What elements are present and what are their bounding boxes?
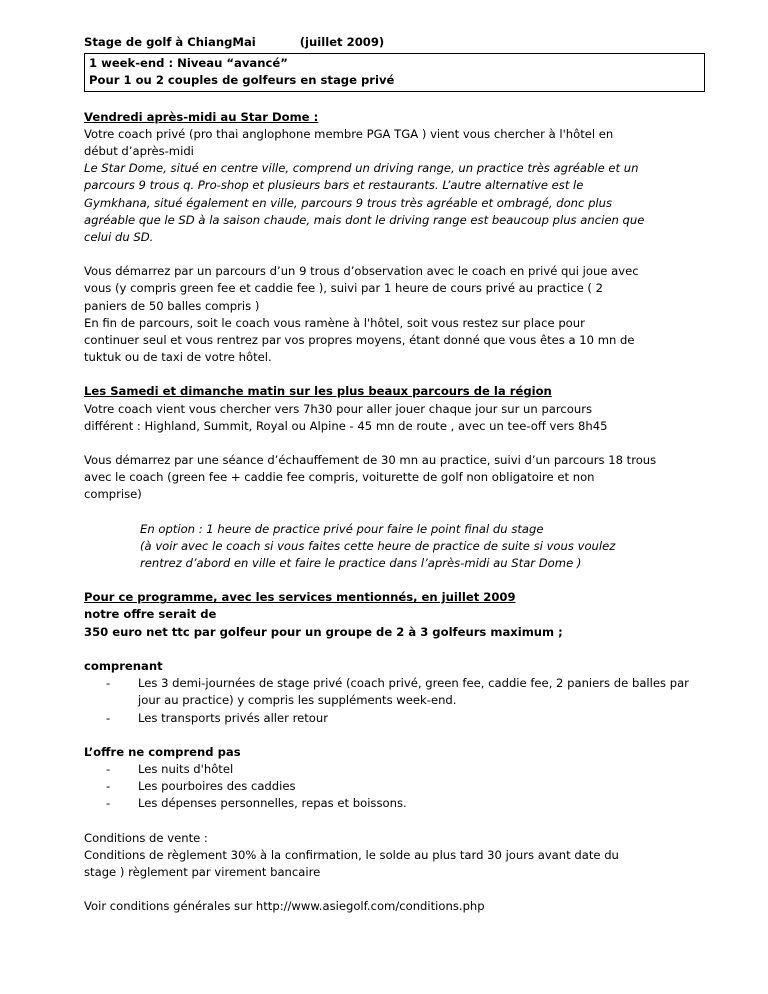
conditions-section (84, 830, 704, 916)
header-box (84, 53, 705, 91)
friday-italic-4: agréable que le SD à la saison chaude, mais dont le driving range est beaucoup plus ancien que (84, 212, 645, 227)
option-line-3: rentrez d’abord en ville et faire le practice dans l’après-midi au Star Dome ) (140, 556, 582, 571)
weekend-heading: Les Samedi et dimanche matin sur les plus beaux parcours de la région (84, 384, 552, 399)
header-box-line-1: 1 week-end : Niveau “avancé” (89, 56, 288, 71)
friday-italic-5: celui du SD. (84, 230, 154, 245)
list-item: - Les nuits d'hôtel (84, 761, 704, 778)
weekend-para-1: Vous démarrez par une séance d’échauffement de 30 mn au practice, suivi d’un parcours 18 trous (84, 453, 657, 468)
list-item: - Les transports privés aller retour (84, 710, 704, 727)
friday-section (84, 109, 704, 367)
conditions-link-line (84, 898, 704, 915)
page-title: Stage de golf à ChiangMai (84, 35, 256, 49)
header-date: (juillet 2009) (299, 35, 385, 49)
friday-line-1: Votre coach privé (pro thai anglophone membre PGA TGA ) vient vous chercher à l'hôtel en (84, 126, 614, 141)
friday-para-4: En fin de parcours, soit le coach vous ramène à l'hôtel, soit vous restez sur place pour (84, 315, 585, 330)
option-line-2: (à voir avec le coach si vous faites cette heure de practice de suite si vous voulez (140, 538, 616, 553)
list-item: - Les pourboires des caddies (84, 778, 704, 795)
includes-title: comprenant (84, 658, 163, 673)
conditions-line-2: stage ) règlement par virement bancaire (84, 864, 321, 879)
weekend-para-3: comprise) (84, 487, 142, 502)
weekend-line-1: Votre coach vient vous chercher vers 7h30 pour aller jouer chaque jour sur un parcours (84, 401, 593, 416)
friday-para-1: Vous démarrez par un parcours d’un 9 trous d’observation avec le coach en privé qui joue avec (84, 264, 639, 279)
excludes-list (84, 761, 704, 813)
weekend-para-2: avec le coach (green fee + caddie fee compris, voiturette de golf non obligatoire et non (84, 470, 595, 485)
weekend-section (84, 383, 704, 572)
friday-para-5: continuer seul et vous rentrez par vos propres moyens, étant donné que vous êtes a 10 mn de (84, 333, 635, 348)
friday-italic-2: parcours 9 trous q. Pro-shop et plusieurs bars et restaurants. L’autre alternative est le (84, 178, 584, 193)
list-item: - Les 3 demi-journées de stage privé (coach privé, green fee, caddie fee, 2 paniers de balles par jour au practice) y compris les suppléments week-end. (84, 675, 704, 709)
friday-para-3: paniers de 50 balles compris ) (84, 298, 260, 313)
friday-heading: Vendredi après-midi au Star Dome : (84, 109, 319, 124)
conditions-title: Conditions de vente : (84, 830, 208, 845)
excludes-title: L’offre ne comprend pas (84, 744, 241, 759)
option-line-1: En option : 1 heure de practice privé pour faire le point final du stage (140, 521, 544, 536)
option-block (84, 521, 704, 573)
header-title-line (84, 34, 704, 51)
conditions-link[interactable]: http://www.asiegolf.com/conditions.php (255, 899, 485, 914)
header-box-line-2: Pour 1 ou 2 couples de golfeurs en stage privé (89, 73, 395, 88)
friday-para-6: tuktuk ou de taxi de votre hôtel. (84, 350, 272, 365)
includes-list (84, 675, 704, 727)
offer-section (84, 589, 704, 812)
offer-heading: Pour ce programme, avec les services mentionnés, en juillet 2009 (84, 590, 516, 605)
friday-italic-3: Gymkhana, situé également en ville, parcours 9 trous très agréable et ombragé, donc plus (84, 195, 613, 210)
weekend-line-2: différent : Highland, Summit, Royal ou Alpine - 45 mn de route , avec un tee-off vers 8h45 (84, 418, 608, 433)
conditions-link-prefix: Voir conditions générales sur (84, 899, 256, 914)
friday-para-2: vous (y compris green fee et caddie fee ), suivi par 1 heure de cours privé au practice ( 2 (84, 281, 603, 296)
offer-line-1: notre offre serait de (84, 607, 217, 622)
conditions-line-1: Conditions de règlement 30% à la confirmation, le solde au plus tard 30 jours avant date du (84, 847, 619, 862)
list-item: - Les dépenses personnelles, repas et boissons. (84, 795, 704, 812)
offer-price-line: 350 euro net ttc par golfeur pour un groupe de 2 à 3 golfeurs maximum ; (84, 624, 563, 639)
document-page (84, 34, 704, 915)
friday-line-2: début d’après-midi (84, 144, 194, 159)
friday-italic-1: Le Star Dome, situé en centre ville, comprend un driving range, un practice très agréable et un (84, 161, 639, 176)
